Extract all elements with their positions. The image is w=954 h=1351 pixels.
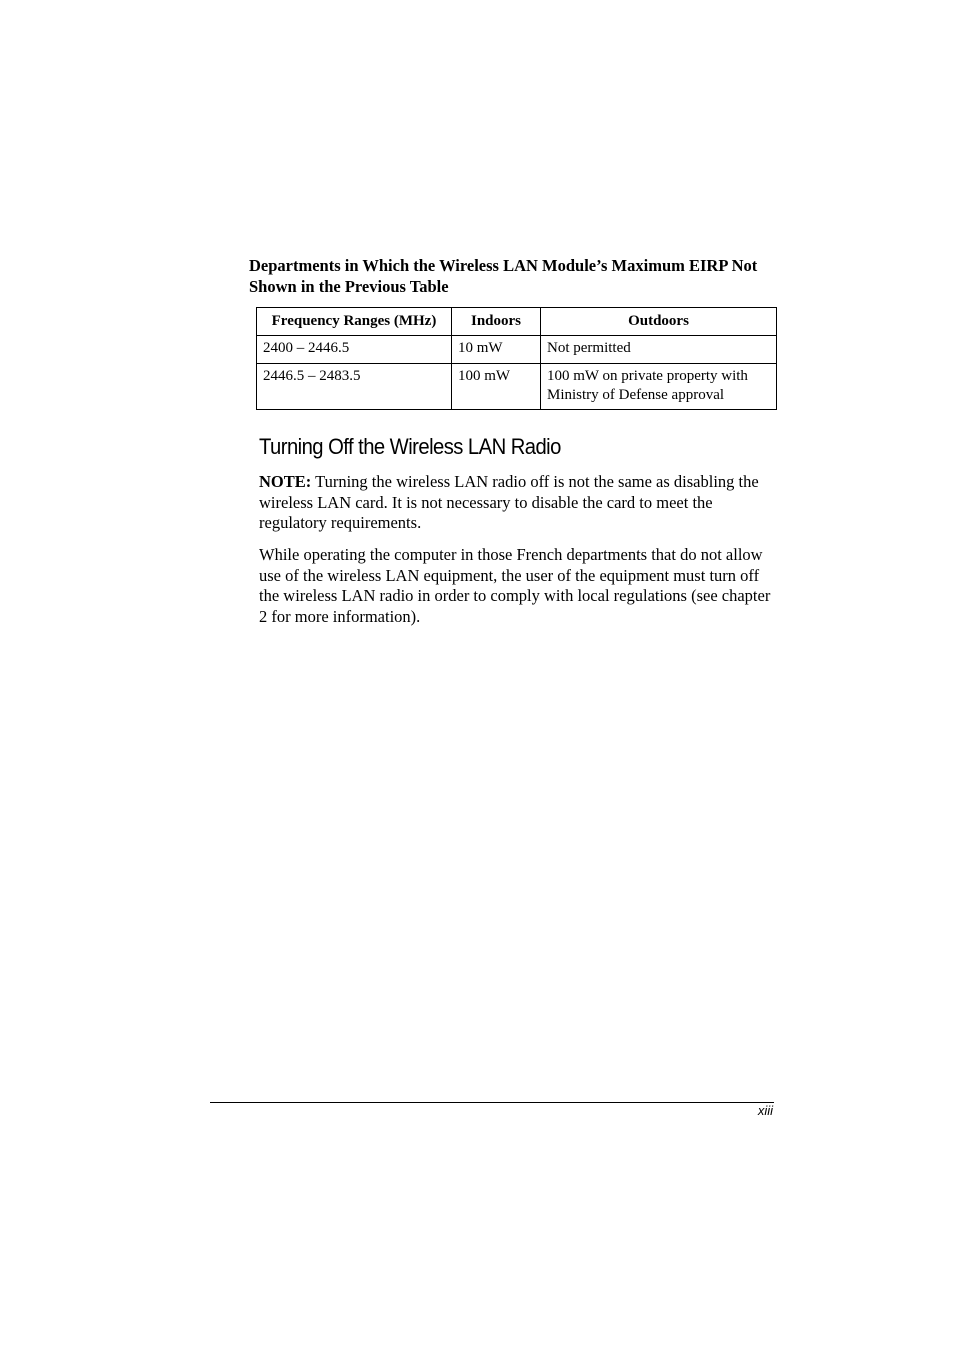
header-outdoors: Outdoors [541, 308, 777, 336]
footer-rule [210, 1102, 774, 1103]
header-indoors: Indoors [452, 308, 541, 336]
table-caption: Departments in Which the Wireless LAN Module’s Maximum EIRP Not Shown in the Previous Table [249, 256, 758, 296]
eirp-table [256, 307, 777, 410]
note-label: NOTE: [259, 472, 312, 491]
table-row [257, 336, 777, 364]
header-frequency-ranges: Frequency Ranges (MHz) [257, 308, 452, 336]
table-row [257, 364, 777, 410]
cell-indoors: 100 mW [452, 364, 541, 410]
note-text: Turning the wireless LAN radio off is not the same as disabling the wireless LAN card. It is not necessary to disable the card to meet the regulatory requirements. [259, 472, 759, 532]
cell-frequency: 2400 – 2446.5 [257, 336, 452, 364]
cell-outdoors: Not permitted [541, 336, 777, 364]
body-paragraph: While operating the computer in those French departments that do not allow use of the wireless LAN equipment, the user of the equipment must turn off the wireless LAN radio in order to comply with local regulations (see chapter 2 for more information). [259, 545, 771, 626]
page-number: xiii [757, 1103, 773, 1118]
cell-frequency: 2446.5 – 2483.5 [257, 364, 452, 410]
table-header-row [257, 308, 777, 336]
section-heading: Turning Off the Wireless LAN Radio [259, 434, 561, 459]
cell-indoors: 10 mW [452, 336, 541, 364]
cell-outdoors: 100 mW on private property with Ministry of Defense approval [541, 364, 777, 410]
note-paragraph [259, 472, 777, 534]
